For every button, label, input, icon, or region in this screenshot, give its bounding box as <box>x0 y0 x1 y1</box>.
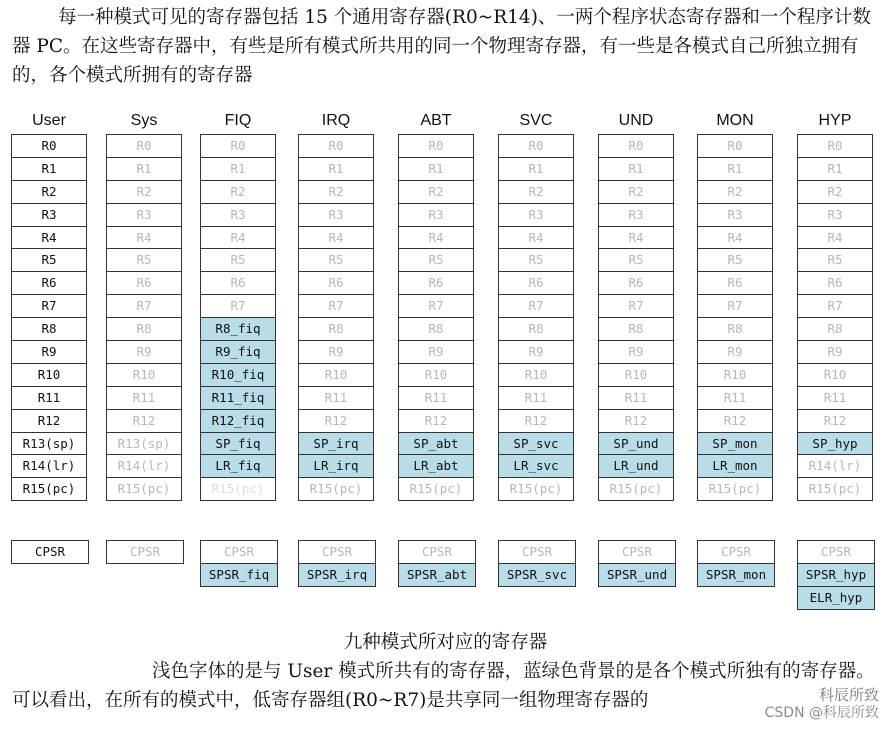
register-cell: R13(sp) <box>12 433 86 456</box>
register-cell: R5 <box>12 249 86 272</box>
register-cell: R5 <box>499 249 573 272</box>
register-cell: SP_irq <box>299 433 373 456</box>
register-cell: R0 <box>12 135 86 158</box>
watermark-logo: 科辰所致 <box>818 686 879 704</box>
mode-header: User <box>32 112 66 129</box>
mode-column-und <box>598 108 674 501</box>
status-register-cell: SPSR_und <box>599 564 675 587</box>
register-cell: R0 <box>698 135 772 158</box>
register-cell: R8 <box>399 318 473 341</box>
mode-header: MON <box>716 112 754 129</box>
register-cell: R10_fiq <box>201 364 275 387</box>
status-register-cell: SPSR_svc <box>499 564 575 587</box>
register-cell: R5 <box>698 249 772 272</box>
register-cell: R7 <box>798 295 872 318</box>
register-cell: R15(pc) <box>12 478 86 501</box>
register-cell: R11 <box>399 387 473 410</box>
status-register-cell: SPSR_irq <box>299 564 375 587</box>
register-cell: R3 <box>499 204 573 227</box>
register-cell: R12 <box>12 410 86 433</box>
register-cell: R5 <box>107 249 181 272</box>
status-register-list <box>797 540 875 610</box>
status-register-cell: CPSR <box>499 541 575 564</box>
register-cell: R8_fiq <box>201 318 275 341</box>
register-cell: R6 <box>201 272 275 295</box>
status-register-list <box>106 540 184 564</box>
register-cell: R15(pc) <box>599 478 673 501</box>
mode-header: HYP <box>818 112 852 129</box>
register-cell: LR_fiq <box>201 455 275 478</box>
register-cell: SP_und <box>599 433 673 456</box>
register-list <box>498 134 574 501</box>
register-cell: R6 <box>107 272 181 295</box>
register-cell: R14(lr) <box>12 455 86 478</box>
register-cell: R3 <box>399 204 473 227</box>
register-cell: R1 <box>12 158 86 181</box>
register-cell: R7 <box>107 295 181 318</box>
register-cell: R5 <box>798 249 872 272</box>
register-cell: LR_und <box>599 455 673 478</box>
register-cell: R8 <box>12 318 86 341</box>
register-cell: R14(lr) <box>107 455 181 478</box>
register-cell: SP_mon <box>698 433 772 456</box>
status-register-cell: ELR_hyp <box>798 587 874 610</box>
register-cell: R4 <box>798 227 872 250</box>
register-cell: R3 <box>201 204 275 227</box>
register-cell: R0 <box>798 135 872 158</box>
register-cell: LR_mon <box>698 455 772 478</box>
register-cell: R3 <box>299 204 373 227</box>
body-paragraph: 浅色字体的是与 User 模式所共有的寄存器，蓝绿色背景的是各个模式所独有的寄存器。可以看出，在所有的模式中，低寄存器组(R0~R7)是共享同一组物理寄存器的 <box>12 661 875 711</box>
register-list <box>11 134 87 501</box>
register-cell: R11 <box>12 387 86 410</box>
register-list <box>398 134 474 501</box>
register-cell: R10 <box>698 364 772 387</box>
mode-column-fiq <box>200 108 276 501</box>
status-register-list <box>298 540 376 587</box>
register-cell: R7 <box>499 295 573 318</box>
register-cell: R4 <box>599 227 673 250</box>
register-cell: R9 <box>12 341 86 364</box>
register-cell: R11 <box>698 387 772 410</box>
register-cell: R8 <box>698 318 772 341</box>
register-list <box>797 134 873 501</box>
register-cell: R3 <box>599 204 673 227</box>
register-cell: R12 <box>299 410 373 433</box>
watermark-credit: CSDN @科辰所致 <box>764 705 879 721</box>
register-cell: R0 <box>599 135 673 158</box>
register-cell: R0 <box>399 135 473 158</box>
status-register-cell: CPSR <box>399 541 475 564</box>
register-cell: R2 <box>798 181 872 204</box>
mode-header: UND <box>618 112 654 129</box>
status-register-list <box>398 540 476 587</box>
register-cell: R10 <box>12 364 86 387</box>
register-cell: R9 <box>698 341 772 364</box>
register-cell: SP_abt <box>399 433 473 456</box>
register-cell: R10 <box>599 364 673 387</box>
register-cell: R11 <box>107 387 181 410</box>
register-cell: R1 <box>299 158 373 181</box>
status-register-cell: SPSR_hyp <box>798 564 874 587</box>
register-cell: R12 <box>107 410 181 433</box>
register-cell: R15(pc) <box>698 478 772 501</box>
status-register-cell: CPSR <box>12 541 88 564</box>
register-cell: R7 <box>599 295 673 318</box>
register-cell: R2 <box>399 181 473 204</box>
register-cell: R5 <box>299 249 373 272</box>
status-register-list <box>200 540 278 587</box>
register-cell: R15(pc) <box>499 478 573 501</box>
register-cell: R4 <box>201 227 275 250</box>
register-cell: SP_svc <box>499 433 573 456</box>
register-cell: R9 <box>107 341 181 364</box>
status-register-cell: CPSR <box>599 541 675 564</box>
mode-header: ABT <box>420 112 452 129</box>
register-cell: R0 <box>299 135 373 158</box>
register-cell: R6 <box>499 272 573 295</box>
register-cell: R2 <box>499 181 573 204</box>
register-cell: R4 <box>698 227 772 250</box>
register-cell: R1 <box>698 158 772 181</box>
register-cell: R7 <box>399 295 473 318</box>
register-cell: R5 <box>599 249 673 272</box>
register-cell: R9 <box>798 341 872 364</box>
register-cell: R1 <box>599 158 673 181</box>
register-list <box>697 134 773 501</box>
status-register-list <box>598 540 676 587</box>
register-cell: R11_fiq <box>201 387 275 410</box>
register-cell: R6 <box>599 272 673 295</box>
register-cell: R10 <box>299 364 373 387</box>
register-cell: R7 <box>12 295 86 318</box>
register-cell: R7 <box>201 295 275 318</box>
status-register-cell: SPSR_mon <box>698 564 774 587</box>
register-cell: R8 <box>798 318 872 341</box>
status-register-list <box>697 540 775 587</box>
register-cell: R4 <box>399 227 473 250</box>
register-cell: R10 <box>499 364 573 387</box>
register-cell: R0 <box>201 135 275 158</box>
register-cell: R0 <box>499 135 573 158</box>
watermark <box>765 686 879 722</box>
register-cell: R15(pc) <box>299 478 373 501</box>
register-cell: R9 <box>499 341 573 364</box>
register-cell: R9 <box>599 341 673 364</box>
register-cell: R8 <box>107 318 181 341</box>
register-cell: R8 <box>499 318 573 341</box>
register-cell: R8 <box>299 318 373 341</box>
register-cell: R1 <box>798 158 872 181</box>
register-cell: R7 <box>698 295 772 318</box>
register-cell: R5 <box>399 249 473 272</box>
status-register-cell: SPSR_fiq <box>201 564 277 587</box>
status-register-list <box>11 540 89 564</box>
register-cell: R10 <box>798 364 872 387</box>
status-register-cell: CPSR <box>299 541 375 564</box>
register-cell: R12 <box>499 410 573 433</box>
register-cell: LR_abt <box>399 455 473 478</box>
register-cell: R11 <box>798 387 872 410</box>
register-cell: R14(lr) <box>798 455 872 478</box>
mode-header: FIQ <box>224 112 252 129</box>
register-list <box>298 134 374 501</box>
register-cell: R6 <box>12 272 86 295</box>
register-cell: R1 <box>499 158 573 181</box>
register-cell: R12 <box>599 410 673 433</box>
mode-column-sys <box>106 108 182 501</box>
mode-column-mon <box>697 108 773 501</box>
register-cell: R2 <box>698 181 772 204</box>
register-cell: SP_hyp <box>798 433 872 456</box>
register-cell: R15(pc) <box>107 478 181 501</box>
register-cell: R5 <box>201 249 275 272</box>
register-cell: R2 <box>201 181 275 204</box>
register-cell: R12 <box>798 410 872 433</box>
mode-column-irq <box>298 108 374 501</box>
register-cell: R4 <box>107 227 181 250</box>
register-list <box>106 134 182 501</box>
register-cell: R1 <box>107 158 181 181</box>
register-cell: R1 <box>399 158 473 181</box>
register-cell: LR_irq <box>299 455 373 478</box>
register-cell: R0 <box>107 135 181 158</box>
mode-header: SVC <box>519 112 553 129</box>
register-cell: R6 <box>399 272 473 295</box>
register-cell: R2 <box>299 181 373 204</box>
mode-column-abt <box>398 108 474 501</box>
register-cell: R4 <box>299 227 373 250</box>
mode-header: IRQ <box>321 112 351 129</box>
register-cell: R2 <box>599 181 673 204</box>
register-cell: R15(pc) <box>399 478 473 501</box>
register-cell: R4 <box>12 227 86 250</box>
register-cell: R12 <box>399 410 473 433</box>
mode-column-hyp <box>797 108 873 501</box>
register-cell: R12_fiq <box>201 410 275 433</box>
register-cell: R9 <box>299 341 373 364</box>
status-register-cell: CPSR <box>698 541 774 564</box>
register-list <box>200 134 276 501</box>
register-cell: R8 <box>599 318 673 341</box>
figure-caption: 九种模式所对应的寄存器 <box>343 632 548 653</box>
mode-column-user <box>11 108 87 501</box>
register-cell: R3 <box>107 204 181 227</box>
register-cell: R9 <box>399 341 473 364</box>
register-cell: SP_fiq <box>201 433 275 456</box>
register-cell: R4 <box>499 227 573 250</box>
status-register-cell: CPSR <box>798 541 874 564</box>
register-cell: R7 <box>299 295 373 318</box>
intro-paragraph: 每一种模式可见的寄存器包括 15 个通用寄存器(R0~R14)、一两个程序状态寄存器和一个程序计数器 PC。在这些寄存器中，有些是所有模式所共用的同一个物理寄存器，有一些是各模式自己所独立拥有的，各个模式所拥有的寄存器 <box>12 7 871 86</box>
register-cell: R9_fiq <box>201 341 275 364</box>
register-cell: R6 <box>798 272 872 295</box>
register-cell: R11 <box>599 387 673 410</box>
register-cell: R11 <box>499 387 573 410</box>
register-cell: R10 <box>399 364 473 387</box>
register-cell: R11 <box>299 387 373 410</box>
register-list <box>598 134 674 501</box>
register-cell: R3 <box>798 204 872 227</box>
register-cell: R6 <box>698 272 772 295</box>
status-register-cell: CPSR <box>201 541 277 564</box>
register-cell: R12 <box>698 410 772 433</box>
register-cell: R15(pc) <box>201 478 275 501</box>
register-cell: R2 <box>12 181 86 204</box>
register-cell: R2 <box>107 181 181 204</box>
register-cell: R3 <box>12 204 86 227</box>
register-cell: R1 <box>201 158 275 181</box>
status-register-cell: SPSR_abt <box>399 564 475 587</box>
register-cell: R3 <box>698 204 772 227</box>
status-register-list <box>498 540 576 587</box>
mode-column-svc <box>498 108 574 501</box>
register-cell: R6 <box>299 272 373 295</box>
register-cell: R15(pc) <box>798 478 872 501</box>
register-cell: R10 <box>107 364 181 387</box>
register-cell: LR_svc <box>499 455 573 478</box>
mode-header: Sys <box>130 112 158 129</box>
status-register-cell: CPSR <box>107 541 183 564</box>
register-cell: R13(sp) <box>107 433 181 456</box>
